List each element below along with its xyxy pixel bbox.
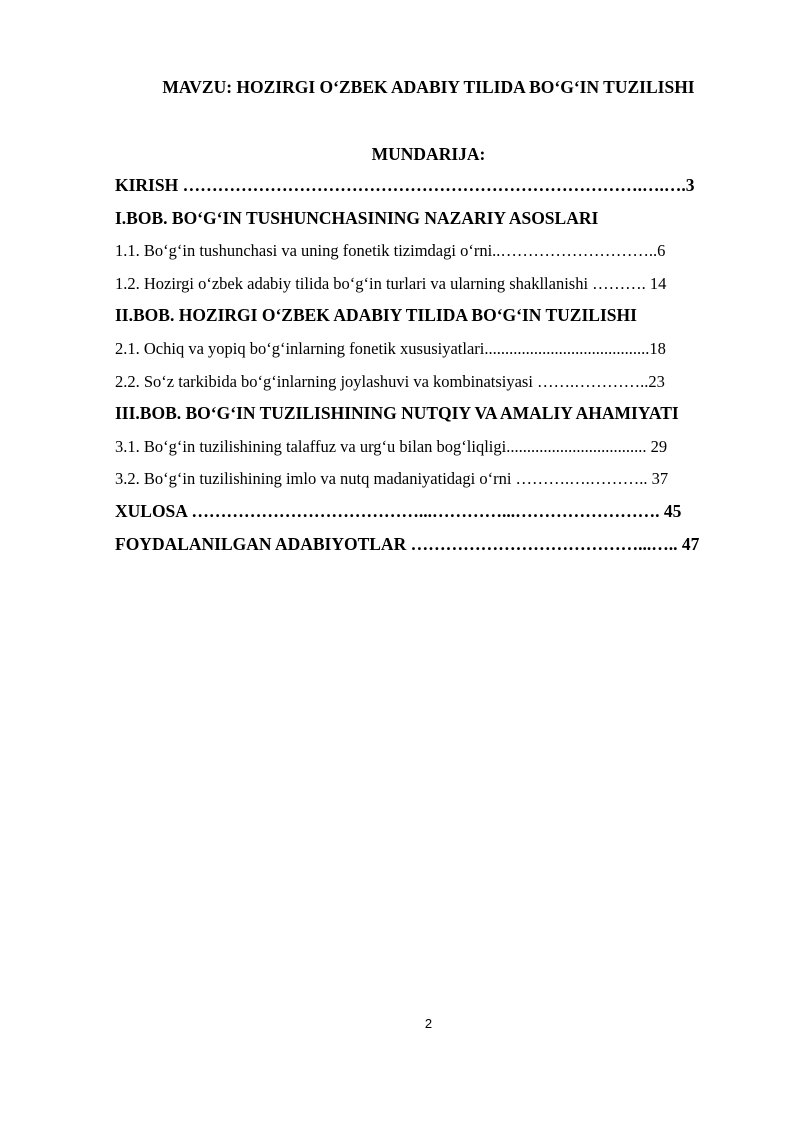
toc-entry-text: III.BOB. BO‘G‘IN TUZILISHINING NUTQIY VA AMALIY AHAMIYATI <box>115 403 679 424</box>
toc-entry-text: KIRISH …………………………………………………………………….….….3 <box>115 175 695 195</box>
toc-entry-text: FOYDALANILGAN ADABIYOTLAR …………………………………...….. 47 <box>115 533 700 554</box>
toc-entry-references <box>115 532 743 565</box>
toc-entry-section-3-1 <box>115 434 743 467</box>
table-of-contents <box>115 173 743 564</box>
toc-entry-section-2-1 <box>115 336 743 369</box>
toc-entry-text: 1.2. Hozirgi o‘zbek adabiy tilida bo‘g‘in turlari va ularning shakllanishi ………. 14 <box>115 273 667 293</box>
toc-entry-chapter-2 <box>115 303 743 336</box>
toc-entry-text: 3.2. Bo‘g‘in tuzilishining imlo va nutq madaniyatidagi o‘rni ……….….……….. 37 <box>115 469 669 489</box>
page-number: 2 <box>424 1016 433 1031</box>
toc-entry-kirish <box>115 173 743 206</box>
toc-entry-xulosa <box>115 499 743 532</box>
toc-entry-text: XULOSA …………………………………...…………...……………………. 45 <box>115 500 682 521</box>
toc-entry-chapter-1 <box>115 206 743 239</box>
toc-entry-section-2-2 <box>115 369 743 402</box>
toc-heading: MUNDARIJA: <box>371 144 486 164</box>
toc-entry-section-1-1 <box>115 238 743 271</box>
document-title: MAVZU: HOZIRGI O‘ZBEK ADABIY TILIDA BO‘G‘IN TUZILISHI <box>162 77 695 97</box>
toc-entry-text: I.BOB. BO‘G‘IN TUSHUNCHASINING NAZARIY ASOSLARI <box>115 207 599 228</box>
toc-entry-text: 2.1. Ochiq va yopiq bo‘g‘inlarning fonetik xususiyatlari........................................18 <box>115 338 666 358</box>
toc-entry-chapter-3 <box>115 401 743 434</box>
toc-entry-section-1-2 <box>115 271 743 304</box>
toc-entry-text: 1.1. Bo‘g‘in tushunchasi va uning fonetik tizimdagi o‘rni..………………………..6 <box>115 241 666 261</box>
toc-entry-text: 2.2. So‘z tarkibida bo‘g‘inlarning joylashuvi va kombinatsiyasi …….…………..23 <box>115 371 665 391</box>
toc-entry-section-3-2 <box>115 466 743 499</box>
toc-entry-text: II.BOB. HOZIRGI O‘ZBEK ADABIY TILIDA BO‘G‘IN TUZILISHI <box>115 305 637 326</box>
toc-entry-text: 3.1. Bo‘g‘in tuzilishining talaffuz va urg‘u bilan bog‘liqligi.................................. 29 <box>115 436 668 456</box>
